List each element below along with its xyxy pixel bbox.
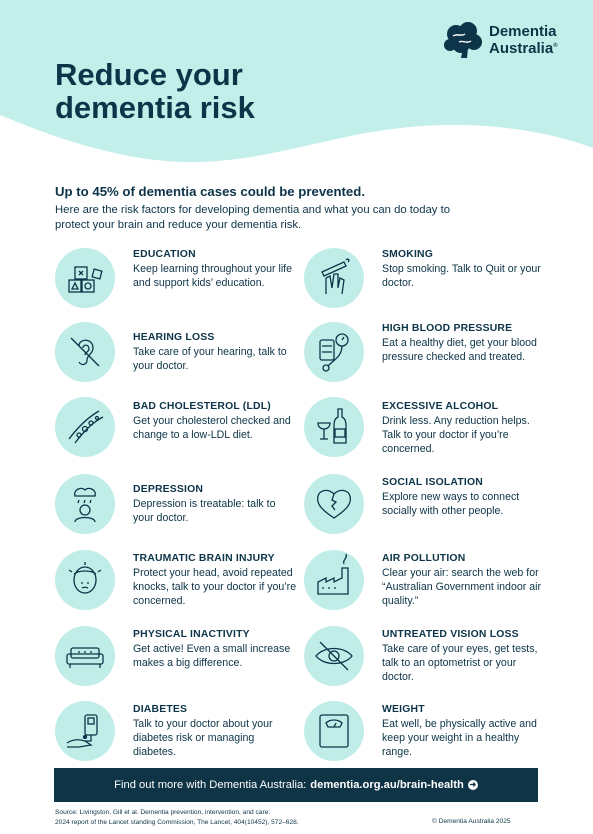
risk-heading: HIGH BLOOD PRESSURE (382, 323, 513, 334)
footer-lead: Find out more with Dementia Australia: (114, 779, 307, 791)
risk-body: Get active! Even a small increase makes a big difference. (133, 643, 291, 669)
risk-body: Take care of your hearing, talk to your doctor. (133, 346, 287, 372)
page-title-line2: dementia risk (55, 90, 255, 125)
risk-heading: EXCESSIVE ALCOHOL (382, 401, 499, 412)
risk-heading: DEPRESSION (133, 484, 204, 495)
hearing-loss-icon (55, 322, 115, 382)
cholesterol-icon (55, 397, 115, 457)
page-title (55, 58, 255, 124)
source-citation (55, 808, 299, 828)
diabetes-icon (55, 701, 115, 761)
risk-heading: SMOKING (382, 249, 434, 260)
arrow-right-icon: ➜ (469, 780, 477, 789)
risk-body: Eat well, be physically active and keep your weight in a healthy range. (382, 718, 537, 758)
risk-body: Drink less. Any reduction helps. Talk to your doctor if you’re concerned. (382, 415, 530, 455)
risk-body: Get your cholesterol checked and change to a low-LDL diet. (133, 415, 291, 441)
risk-heading: DIABETES (133, 704, 188, 715)
risk-body: Protect your head, avoid repeated knocks, talk to your doctor if you’re concerned. (133, 567, 297, 607)
headline: Up to 45% of dementia cases could be prevented. (55, 184, 365, 199)
brand-name-line1: Dementia (489, 22, 557, 40)
couch-icon (55, 626, 115, 686)
vision-loss-icon (304, 626, 364, 686)
risk-body: Explore new ways to connect socially with other people. (382, 491, 520, 517)
risk-body: Clear your air: search the web for “Australian Government indoor air quality.” (382, 567, 541, 607)
risk-body: Take care of your eyes, get tests, talk to an optometrist or your doctor. (382, 643, 538, 683)
smoking-icon (304, 248, 364, 308)
brand-name (489, 22, 558, 57)
copyright: © Dementia Australia 2025 (432, 818, 511, 825)
risk-body: Eat a healthy diet, get your blood pressure checked and treated. (382, 337, 537, 363)
page-title-line1: Reduce your (55, 57, 243, 92)
intro-text: Here are the risk factors for developing dementia and what you can do today to protect your brain and reduce your dementia risk. (55, 204, 450, 231)
risk-heading: UNTREATED VISION LOSS (382, 629, 519, 640)
brand-name-line2: Australia® (489, 39, 558, 57)
risk-heading: SOCIAL ISOLATION (382, 477, 483, 488)
depression-icon (55, 474, 115, 534)
risk-body: Stop smoking. Talk to Quit or your doctor. (382, 263, 541, 289)
risk-heading: AIR POLLUTION (382, 553, 466, 564)
social-isolation-icon (304, 474, 364, 534)
blocks-icon (55, 248, 115, 308)
source-line1: Source: Livingston, Gill et al. Dementia prevention, intervention, and care: (55, 809, 271, 816)
risk-body: Keep learning throughout your life and support kids’ education. (133, 263, 293, 289)
alcohol-icon (304, 397, 364, 457)
risk-heading: TRAUMATIC BRAIN INJURY (133, 553, 275, 564)
brand-logo[interactable] (441, 20, 558, 60)
risk-heading: PHYSICAL INACTIVITY (133, 629, 250, 640)
blood-pressure-icon (304, 322, 364, 382)
risk-heading: WEIGHT (382, 704, 425, 715)
risk-body: Talk to your doctor about your diabetes risk or managing diabetes. (133, 718, 273, 758)
footer-link[interactable]: dementia.org.au/brain-health (310, 779, 464, 791)
air-pollution-icon (304, 550, 364, 610)
risk-heading: EDUCATION (133, 249, 196, 260)
risk-heading: BAD CHOLESTEROL (LDL) (133, 401, 271, 412)
risk-body: Depression is treatable: talk to your doctor. (133, 498, 276, 524)
source-line2: 2024 report of the Lancet standing Commission, The Lancet, 404(10452), 572–628. (55, 819, 299, 826)
footer-banner[interactable] (54, 768, 538, 802)
risk-heading: HEARING LOSS (133, 332, 215, 343)
weight-scale-icon (304, 701, 364, 761)
brain-logo-icon (441, 20, 485, 60)
brain-injury-icon (55, 550, 115, 610)
registered-mark: ® (553, 42, 558, 49)
